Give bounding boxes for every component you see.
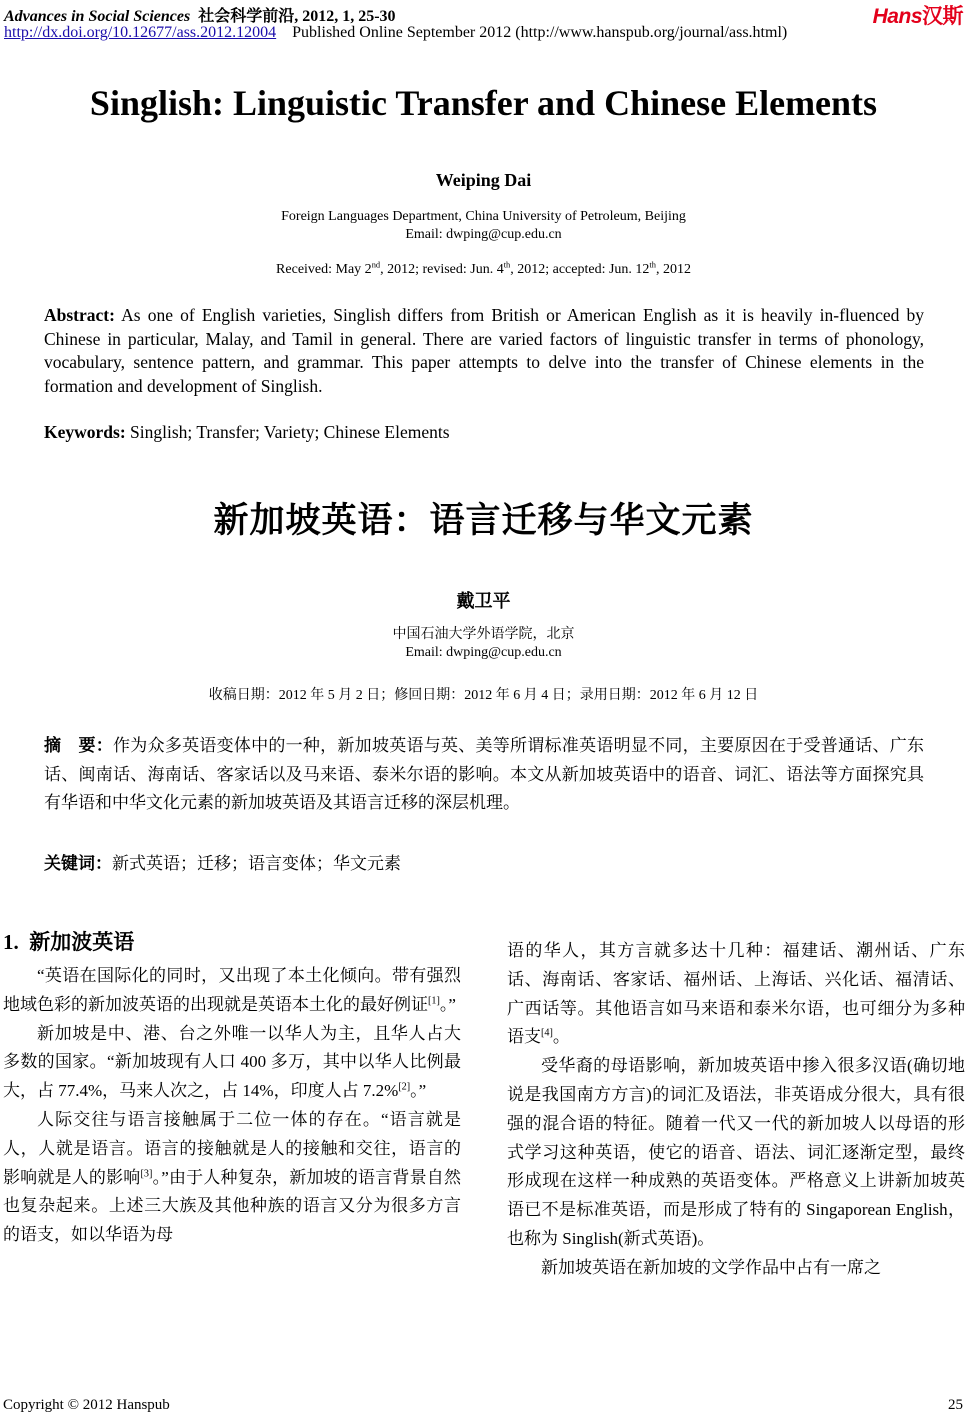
abstract-cn bbox=[44, 732, 924, 818]
paragraph bbox=[507, 1254, 965, 1283]
doi-link[interactable]: http://dx.doi.org/10.12677/ass.2012.12004 bbox=[4, 24, 277, 41]
paragraph-text: 语的华人，其方言就多达十几种：福建话、潮州话、广东话、海南话、客家话、福州话、上海话、兴化话、福清话、广西话等。其他语言如马来语和泰米尔语，也可细分为多种语支 bbox=[507, 941, 965, 1047]
author-cn: 戴卫平 bbox=[456, 591, 511, 611]
received-date: Received: May 2 bbox=[276, 262, 372, 277]
abstract-cn-text: 作为众多英语变体中的一种，新加坡英语与英、美等所谓标准英语明显不同，主要原因在于受普通话、广东话、闽南话、海南话、客家话以及马来语、泰米尔语的影响。本文从新加坡英语中的语音、词汇、语法等方面探究具有华语和中华文化元素的新加坡英语及其语言迁移的深层机理。 bbox=[44, 736, 925, 812]
revised-sup: th bbox=[503, 260, 511, 270]
accepted-date: , 2012; accepted: Jun. 12 bbox=[510, 262, 650, 277]
revised-date: , 2012; revised: Jun. 4 bbox=[380, 262, 504, 277]
journal-header bbox=[4, 3, 396, 26]
abstract-label: Abstract: bbox=[44, 305, 115, 325]
paragraph-text: “英语在国际化的同时，又出现了本土化倾向。带有强烈地域色彩的新加波英语的出现就是英语本土化的最好例证 bbox=[3, 966, 461, 1014]
keywords-text: Singlish; Transfer; Variety; Chinese Elements bbox=[130, 422, 450, 442]
paragraph-tail: 。 bbox=[552, 1027, 570, 1047]
paragraph-text: 新加坡英语在新加坡的文学作品中占有一席之 bbox=[541, 1257, 881, 1277]
paragraph bbox=[3, 1020, 461, 1106]
email-en: Email: dwping@cup.edu.cn bbox=[405, 227, 562, 242]
copyright: Copyright © 2012 Hanspub bbox=[3, 1397, 170, 1413]
paragraph bbox=[3, 1106, 461, 1250]
citation-ref[interactable]: [4] bbox=[541, 1027, 553, 1039]
paragraph bbox=[507, 937, 965, 1052]
keywords-cn bbox=[44, 849, 401, 874]
affiliation-text: Foreign Languages Department, China University of Petroleum, Beijing bbox=[281, 209, 686, 224]
citation-ref[interactable]: [3] bbox=[140, 1167, 153, 1179]
abstract-text: As one of English varieties, Singlish differs from British or American English as it is heavily in-fluenced by Chinese in particular, Malay, and Tamil in general. There are varied factors of linguistic transfer in terms of phonology, vocabulary, sentence pattern, and grammar. This paper attempts to delve into the transfer of Chinese elements in the formation and development of Singlish. bbox=[44, 305, 924, 396]
abstract-en bbox=[44, 304, 924, 398]
section-title: 新加波英语 bbox=[29, 930, 135, 954]
section-number: 1. bbox=[3, 930, 19, 954]
logo-text-en: Hans bbox=[872, 5, 922, 28]
paper-title-en: Singlish: Linguistic Transfer and Chinese Elements bbox=[89, 83, 878, 123]
left-column bbox=[3, 962, 461, 1250]
author-en: Weiping Dai bbox=[435, 170, 532, 190]
citation-ref[interactable]: [2] bbox=[398, 1081, 411, 1093]
section-heading bbox=[3, 926, 134, 956]
journal-issue: 社会科学前沿, 2012, 1, 25-30 bbox=[198, 8, 396, 25]
dates-suffix: , 2012 bbox=[655, 262, 691, 277]
dates-en bbox=[0, 262, 967, 278]
citation-ref[interactable]: [1] bbox=[428, 995, 440, 1007]
page-number: 25 bbox=[948, 1397, 963, 1413]
received-sup: nd bbox=[371, 260, 381, 270]
paragraph-text: 人际交往与语言接触属于二位一体的存在。“语言就是人，人就是语言。语言的接触就是人的接触和交往，语言的影响就是人的影响 bbox=[3, 1109, 461, 1187]
paragraph-tail: 。” bbox=[439, 994, 456, 1014]
paragraph-text: 新加坡是中、港、台之外唯一以华人为主，且华人占大多数的国家。“新加坡现有人口 400 多万，其中以华人比例最大，占 77.4%，马来人次之，占 14%，印度人占 7.2% bbox=[3, 1023, 461, 1101]
right-column bbox=[507, 937, 965, 1283]
keywords-en bbox=[44, 422, 450, 443]
hanspub-logo bbox=[873, 0, 963, 30]
affiliation-cn bbox=[0, 626, 967, 662]
paragraph bbox=[3, 962, 461, 1020]
paragraph-tail: 。”由于人种复杂，新加坡的语言背景自然也复杂起来。上述三大族及其他种族的语言又分为很多方言的语支，如以华语为母 bbox=[3, 1167, 461, 1245]
affiliation-en bbox=[0, 208, 967, 244]
paper-title-cn: 新加坡英语：语言迁移与华文元素 bbox=[213, 501, 754, 541]
accepted-sup: th bbox=[649, 260, 656, 270]
email-cn: Email: dwping@cup.edu.cn bbox=[405, 645, 562, 660]
dates-cn: 收稿日期：2012 年 5 月 2 日；修回日期：2012 年 6 月 4 日；录用日期：2012 年 6 月 12 日 bbox=[208, 688, 759, 703]
paragraph-text: 受华裔的母语影响，新加坡英语中掺入很多汉语(确切地说是我国南方方言)的词汇及语法，非英语成分很大，具有很强的混合语的特征。随着一代又一代的新加坡人以母语的形式学习这种英语，使它的语音、语法、词汇逐渐定型，最终形成现在这样一种成熟的英语变体。严格意义上讲新加坡英语已不是标准英语，而是形成了特有的 Singaporean English，也称为 Singlish(新式英语)。 bbox=[507, 1056, 965, 1248]
publication-line bbox=[4, 24, 787, 42]
keywords-cn-text: 新式英语；迁移；语言变体；华文元素 bbox=[112, 854, 401, 873]
published-online: Published Online September 2012 (http://www.hanspub.org/journal/ass.html) bbox=[292, 24, 788, 41]
paragraph bbox=[507, 1052, 965, 1254]
paragraph-tail: 。” bbox=[410, 1081, 427, 1101]
keywords-cn-label: 关键词： bbox=[44, 854, 112, 874]
affiliation-cn-text: 中国石油大学外语学院，北京 bbox=[392, 627, 575, 642]
abstract-cn-label: 摘 要： bbox=[44, 736, 114, 756]
keywords-label: Keywords: bbox=[44, 422, 126, 442]
journal-name: Advances in Social Sciences bbox=[4, 8, 191, 25]
logo-text-cn: 汉斯 bbox=[922, 5, 963, 28]
